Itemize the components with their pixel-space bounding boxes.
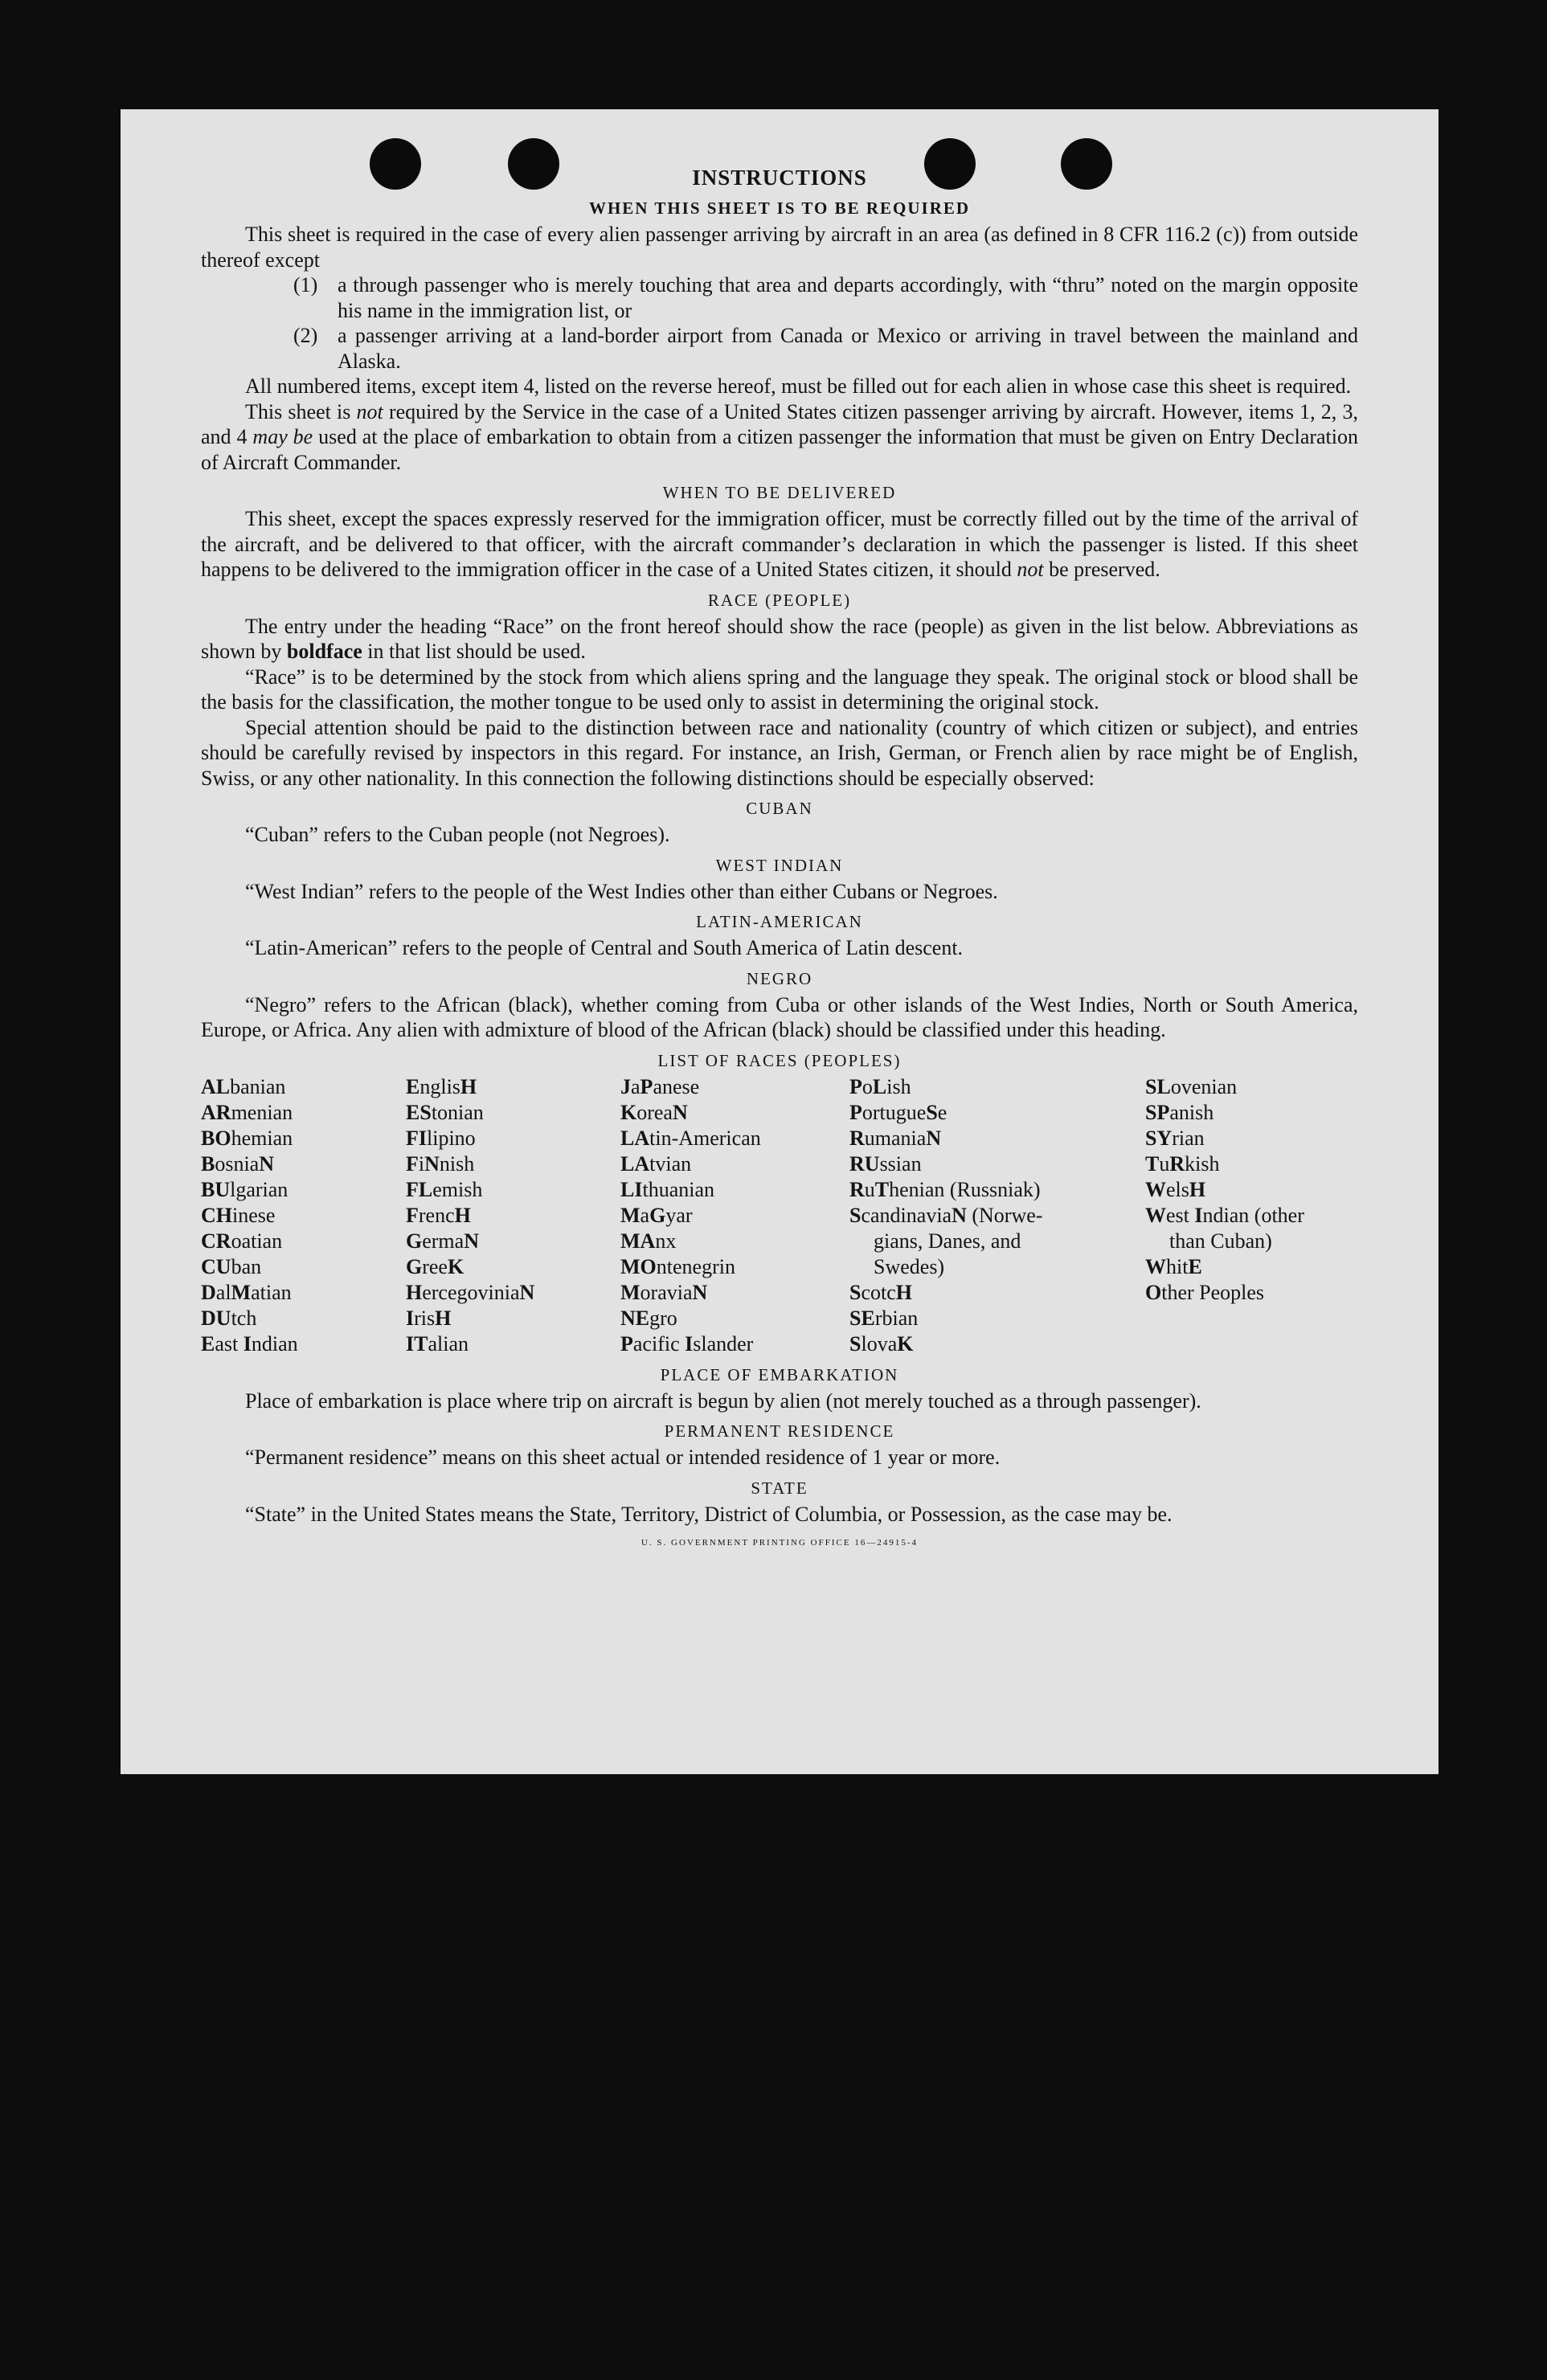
race-abbrev-letter: N — [926, 1126, 942, 1150]
race-abbrev-letter: I — [406, 1306, 415, 1330]
list-item — [201, 323, 1358, 374]
race-text: ndian (other — [1202, 1203, 1304, 1227]
race-text: tin-American — [649, 1126, 761, 1150]
race-text: banian — [230, 1074, 286, 1098]
paragraph: This sheet is required in the case of every alien passenger arriving by aircraft in an area (as defined in 8 CFR 116.2 (c)) from outside thereof except — [201, 223, 1358, 272]
race-entry — [620, 1151, 849, 1177]
race-entry — [406, 1100, 620, 1126]
race-text: i — [418, 1151, 425, 1176]
race-abbrev-letter: H — [406, 1280, 423, 1304]
section-heading-latin-american: LATIN-AMERICAN — [696, 912, 863, 931]
race-entry — [849, 1306, 1145, 1331]
race-abbrev-letter: CR — [201, 1229, 231, 1253]
race-text: renc — [418, 1203, 455, 1227]
race-text: anese — [653, 1074, 700, 1098]
race-entry — [406, 1203, 620, 1229]
race-text: nish — [439, 1151, 475, 1176]
race-entry — [201, 1254, 406, 1280]
race-entry — [406, 1126, 620, 1151]
item-number: (2) — [293, 324, 318, 347]
race-entry — [1145, 1074, 1358, 1100]
race-entry — [849, 1074, 1145, 1100]
race-abbrev-letter: G — [649, 1203, 666, 1227]
race-text: hemian — [231, 1126, 293, 1150]
text-run: boldface — [286, 640, 362, 663]
race-abbrev-letter: S — [849, 1203, 861, 1227]
race-entry — [201, 1177, 406, 1203]
race-abbrev-letter: S — [849, 1331, 861, 1356]
paragraph: All numbered items, except item 4, listed on the reverse hereof, must be filled out for each alien in whose case this sheet is required. — [245, 374, 1352, 398]
race-entry — [1145, 1151, 1358, 1177]
text-run: in that list should be used. — [362, 640, 586, 663]
race-abbrev-letter: DU — [201, 1306, 231, 1330]
instruction-sheet — [121, 109, 1439, 1774]
race-entry — [1145, 1100, 1358, 1126]
race-entry — [1145, 1203, 1358, 1229]
race-entry — [1145, 1254, 1358, 1280]
race-abbrev-letter: AR — [201, 1100, 231, 1124]
race-abbrev-letter: J — [620, 1074, 631, 1098]
race-entry — [1145, 1229, 1358, 1254]
race-abbrev-letter: MO — [620, 1254, 657, 1278]
race-abbrev-letter: B — [201, 1151, 215, 1176]
race-abbrev-letter: CU — [201, 1254, 231, 1278]
race-abbrev-letter: E — [406, 1074, 420, 1098]
section-heading-list-of-races: LIST OF RACES (PEOPLES) — [657, 1050, 902, 1070]
race-entry — [849, 1331, 1145, 1357]
race-entry — [406, 1229, 620, 1254]
race-entry — [201, 1229, 406, 1254]
race-entry — [406, 1306, 620, 1331]
race-abbrev-letter: MA — [620, 1229, 656, 1253]
race-text: menian — [231, 1100, 293, 1124]
race-list — [201, 1074, 1358, 1357]
race-abbrev-letter: I — [243, 1331, 252, 1356]
race-text: ndian — [251, 1331, 298, 1356]
race-abbrev-letter: SL — [1145, 1074, 1171, 1098]
race-abbrev-letter: I — [1194, 1203, 1203, 1227]
race-text: ovenian — [1170, 1074, 1238, 1098]
section-heading-permanent-residence: PERMANENT RESIDENCE — [664, 1421, 895, 1441]
race-entry — [849, 1151, 1145, 1177]
race-text: nglis — [419, 1074, 460, 1098]
race-entry — [201, 1151, 406, 1177]
race-abbrev-letter: BU — [201, 1177, 231, 1201]
race-text: (Norwe- — [966, 1203, 1043, 1227]
race-abbrev-letter: W — [1145, 1254, 1166, 1278]
race-abbrev-letter: CH — [201, 1203, 232, 1227]
item-text: a through passenger who is merely touching that area and departs accordingly, with “thru” noted on the margin opposite his name in the immigration list, or — [338, 273, 1358, 322]
text-run: used at the place of embarkation to obtain from a citizen passenger the information that must be given on Entry Declaration of Aircraft Commander. — [201, 425, 1358, 474]
race-abbrev-letter: H — [435, 1306, 452, 1330]
punch-hole — [508, 138, 559, 190]
race-entry — [620, 1331, 849, 1357]
race-text: ris — [414, 1306, 436, 1330]
race-abbrev-letter: LI — [620, 1177, 643, 1201]
race-text: anish — [1169, 1100, 1214, 1124]
race-text: osnia — [215, 1151, 260, 1176]
text-run: not — [1017, 558, 1044, 581]
race-abbrev-letter: LA — [620, 1151, 650, 1176]
race-text: henian (Russniak) — [889, 1177, 1041, 1201]
race-column — [620, 1074, 849, 1357]
race-entry — [201, 1280, 406, 1306]
race-abbrev-letter: S — [849, 1280, 861, 1304]
race-text: lipino — [427, 1126, 476, 1150]
section-heading-negro: NEGRO — [746, 968, 813, 988]
race-text: ther Peoples — [1161, 1280, 1265, 1304]
race-text: al — [215, 1280, 231, 1304]
race-entry — [406, 1331, 620, 1357]
race-abbrev-letter: ES — [406, 1100, 432, 1124]
race-text: tch — [231, 1306, 257, 1330]
race-entry — [620, 1100, 849, 1126]
race-entry — [406, 1280, 620, 1306]
race-text: rbian — [874, 1306, 919, 1330]
race-abbrev-letter: T — [1145, 1151, 1160, 1176]
race-abbrev-letter: F — [406, 1151, 419, 1176]
race-text: inese — [232, 1203, 276, 1227]
race-text: slander — [693, 1331, 754, 1356]
text-run: be preserved. — [1043, 558, 1160, 581]
race-abbrev-letter: IT — [406, 1331, 428, 1356]
race-entry — [201, 1074, 406, 1100]
race-abbrev-letter: S — [926, 1100, 938, 1124]
race-text: nx — [655, 1229, 677, 1253]
race-entry — [620, 1074, 849, 1100]
race-abbrev-letter: N — [692, 1280, 708, 1304]
paragraph: Place of embarkation is place where trip on aircraft is begun by alien (not merely touched as a through passenger). — [245, 1388, 1201, 1413]
race-text: ast — [215, 1331, 244, 1356]
race-text: rian — [1172, 1126, 1205, 1150]
race-text: u — [1159, 1151, 1170, 1176]
race-abbrev-letter: SP — [1145, 1100, 1170, 1124]
list-item — [201, 272, 1358, 323]
race-entry — [620, 1254, 849, 1280]
text-run: may be — [252, 425, 313, 448]
race-text: est — [1166, 1203, 1195, 1227]
race-entry — [1145, 1177, 1358, 1203]
race-text: a — [640, 1203, 650, 1227]
race-text: alian — [428, 1331, 469, 1356]
race-text: hit — [1166, 1254, 1189, 1278]
race-abbrev-letter: P — [640, 1074, 653, 1098]
race-abbrev-letter: FI — [406, 1126, 427, 1150]
race-text: ree — [422, 1254, 448, 1278]
race-text: u — [864, 1177, 875, 1201]
race-text: tonian — [431, 1100, 484, 1124]
race-abbrev-letter: NE — [620, 1306, 650, 1330]
section-heading-delivered: WHEN TO BE DELIVERED — [662, 483, 897, 502]
race-text: cotc — [861, 1280, 896, 1304]
race-text: umania — [864, 1126, 927, 1150]
race-text: e — [937, 1100, 947, 1124]
race-column — [1145, 1074, 1358, 1357]
race-text: o — [861, 1074, 873, 1098]
race-abbrev-letter: BO — [201, 1126, 231, 1150]
race-entry — [620, 1126, 849, 1151]
race-abbrev-letter: LA — [620, 1126, 650, 1150]
paragraph: “State” in the United States means the State, Territory, District of Columbia, or Possession, as the case may be. — [245, 1502, 1173, 1526]
paragraph: “Race” is to be determined by the stock from which aliens spring and the language they speak. The original stock or blood shall be the basis for the classification, the mother tongue to be used only to assist in determining the original stock. — [201, 665, 1358, 714]
race-text: ish — [886, 1074, 911, 1098]
race-text: els — [1166, 1177, 1189, 1201]
race-text: thuanian — [642, 1177, 714, 1201]
race-abbrev-letter: N — [464, 1229, 479, 1253]
text-run: This sheet is — [245, 399, 357, 423]
race-abbrev-letter: G — [406, 1229, 423, 1253]
race-text: yar — [665, 1203, 693, 1227]
race-text: gro — [649, 1306, 677, 1330]
race-text: ban — [231, 1254, 262, 1278]
race-abbrev-letter: W — [1145, 1203, 1166, 1227]
race-entry — [849, 1280, 1145, 1306]
section-heading-west-indian: WEST INDIAN — [715, 855, 844, 875]
race-entry — [1145, 1126, 1358, 1151]
race-abbrev-letter: P — [849, 1100, 862, 1124]
race-abbrev-letter: R — [849, 1126, 865, 1150]
race-entry — [1145, 1280, 1358, 1306]
race-text: emish — [432, 1177, 483, 1201]
race-entry — [620, 1306, 849, 1331]
race-abbrev-letter: M — [231, 1280, 252, 1304]
race-abbrev-letter: SE — [849, 1306, 875, 1330]
race-text: than Cuban) — [1169, 1229, 1272, 1253]
race-column — [406, 1074, 620, 1357]
race-abbrev-letter: K — [620, 1100, 637, 1124]
race-entry — [201, 1203, 406, 1229]
race-abbrev-letter: L — [872, 1074, 887, 1098]
paragraph: “Negro” refers to the African (black), whether coming from Cuba or other islands of the West Indies, North or South America, Europe, or Africa. Any alien with admixture of blood of the African (black) should be classified under this heading. — [201, 992, 1358, 1041]
printer-imprint: U. S. GOVERNMENT PRINTING OFFICE 16—24915-4 — [640, 1538, 918, 1548]
race-entry — [849, 1126, 1145, 1151]
race-text: lova — [861, 1331, 898, 1356]
race-entry — [849, 1100, 1145, 1126]
race-text: erma — [422, 1229, 465, 1253]
race-text: a — [631, 1074, 640, 1098]
race-abbrev-letter: FL — [406, 1177, 433, 1201]
race-abbrev-letter: E — [201, 1331, 215, 1356]
race-text: Swedes) — [874, 1254, 945, 1278]
race-entry — [201, 1306, 406, 1331]
race-entry — [406, 1177, 620, 1203]
race-text: acific — [632, 1331, 686, 1356]
race-abbrev-letter: M — [620, 1280, 640, 1304]
race-abbrev-letter: K — [897, 1331, 914, 1356]
paragraph: “West Indian” refers to the people of the West Indies other than either Cubans or Negroes. — [245, 879, 998, 903]
race-abbrev-letter: N — [519, 1280, 535, 1304]
race-entry — [849, 1229, 1145, 1254]
race-text: candinavia — [861, 1203, 952, 1227]
race-abbrev-letter: SY — [1145, 1126, 1173, 1150]
race-abbrev-letter: I — [685, 1331, 694, 1356]
race-entry — [620, 1177, 849, 1203]
race-abbrev-letter: T — [874, 1177, 890, 1201]
page-title: INSTRUCTIONS — [692, 166, 867, 190]
race-entry — [406, 1254, 620, 1280]
race-abbrev-letter: R — [1169, 1151, 1185, 1176]
race-abbrev-letter: N — [259, 1151, 275, 1176]
punch-hole — [924, 138, 976, 190]
race-abbrev-letter: N — [424, 1151, 440, 1176]
race-text: oatian — [231, 1229, 283, 1253]
race-text: ercegovinia — [422, 1280, 520, 1304]
paragraph: Special attention should be paid to the distinction between race and nationality (country of which citizen or subject), and entries should be carefully revised by inspectors in this regard. For instance, an Irish, German, or French alien by race might be of English, Swiss, or any other nationality. In this connection the following distinctions should be especially observed: — [201, 715, 1358, 790]
race-abbrev-letter: D — [201, 1280, 216, 1304]
item-text: a passenger arriving at a land-border airport from Canada or Mexico or arriving in travel between the mainland and Alaska. — [338, 324, 1358, 373]
race-column — [201, 1074, 406, 1357]
section-heading-race: RACE (PEOPLE) — [707, 590, 852, 610]
race-text: kish — [1185, 1151, 1220, 1176]
text-run: required by the Service in the case of a United States citizen passenger arriving by aircraft. However, items 1, 2, 3, and 4 — [201, 399, 1358, 448]
paragraph: “Permanent residence” means on this sheet actual or intended residence of 1 year or more. — [245, 1446, 1001, 1469]
paragraph — [201, 614, 1358, 665]
race-abbrev-letter: H — [460, 1074, 477, 1098]
race-abbrev-letter: F — [406, 1203, 419, 1227]
paragraph: “Cuban” refers to the Cuban people (not Negroes). — [245, 823, 670, 846]
race-abbrev-letter: W — [1145, 1177, 1166, 1201]
text-run: This sheet, except the spaces expressly reserved for the immigration officer, must be correctly filled out by the time of the arrival of the aircraft, and be delivered to that officer, with the aircraft commander’s declaration in which the passenger is listed. If this sheet happens to be delivered to the immigration officer in the case of a United States citizen, it should — [201, 507, 1358, 581]
race-abbrev-letter: RU — [849, 1151, 880, 1176]
race-abbrev-letter: E — [1188, 1254, 1202, 1278]
text-run: The entry under the heading “Race” on the front hereof should show the race (people) as given in the list below. Abbreviations as shown by — [201, 614, 1358, 663]
race-text: oravia — [640, 1280, 693, 1304]
race-abbrev-letter: N — [672, 1100, 688, 1124]
paragraph — [201, 506, 1358, 583]
race-entry — [620, 1280, 849, 1306]
race-entry — [201, 1126, 406, 1151]
race-abbrev-letter: O — [1145, 1280, 1162, 1304]
section-heading-cuban: CUBAN — [746, 799, 813, 818]
race-entry — [406, 1074, 620, 1100]
section-heading-required: WHEN THIS SHEET IS TO BE REQUIRED — [588, 198, 971, 218]
race-text: ssian — [879, 1151, 922, 1176]
race-abbrev-letter: R — [849, 1177, 865, 1201]
race-text: tvian — [649, 1151, 692, 1176]
race-entry — [201, 1331, 406, 1357]
section-heading-embarkation: PLACE OF EMBARKATION — [660, 1364, 899, 1384]
race-entry — [201, 1100, 406, 1126]
race-abbrev-letter: H — [1189, 1177, 1206, 1201]
race-abbrev-letter: N — [952, 1203, 967, 1227]
punch-hole — [1061, 138, 1112, 190]
race-column — [849, 1074, 1145, 1357]
race-entry — [849, 1254, 1145, 1280]
paragraph — [201, 399, 1358, 476]
race-abbrev-letter: M — [620, 1203, 640, 1227]
race-text: ntenegrin — [656, 1254, 735, 1278]
race-abbrev-letter: AL — [201, 1074, 231, 1098]
text-run: not — [356, 399, 383, 423]
race-abbrev-letter: H — [454, 1203, 471, 1227]
race-text: orea — [636, 1100, 673, 1124]
race-entry — [620, 1229, 849, 1254]
race-text: ortugue — [861, 1100, 927, 1124]
race-abbrev-letter: P — [620, 1331, 633, 1356]
item-number: (1) — [293, 273, 318, 296]
race-abbrev-letter: K — [447, 1254, 465, 1278]
race-abbrev-letter: G — [406, 1254, 423, 1278]
section-heading-state: STATE — [751, 1478, 808, 1498]
race-abbrev-letter: P — [849, 1074, 862, 1098]
race-entry — [620, 1203, 849, 1229]
race-text: lgarian — [230, 1177, 289, 1201]
race-text: atian — [251, 1280, 292, 1304]
race-text: gians, Danes, and — [874, 1229, 1021, 1253]
paragraph: “Latin-American” refers to the people of Central and South America of Latin descent. — [245, 936, 964, 959]
race-abbrev-letter: H — [895, 1280, 913, 1304]
race-entry — [406, 1151, 620, 1177]
race-entry — [849, 1203, 1145, 1229]
punch-hole — [370, 138, 421, 190]
race-entry — [849, 1177, 1145, 1203]
